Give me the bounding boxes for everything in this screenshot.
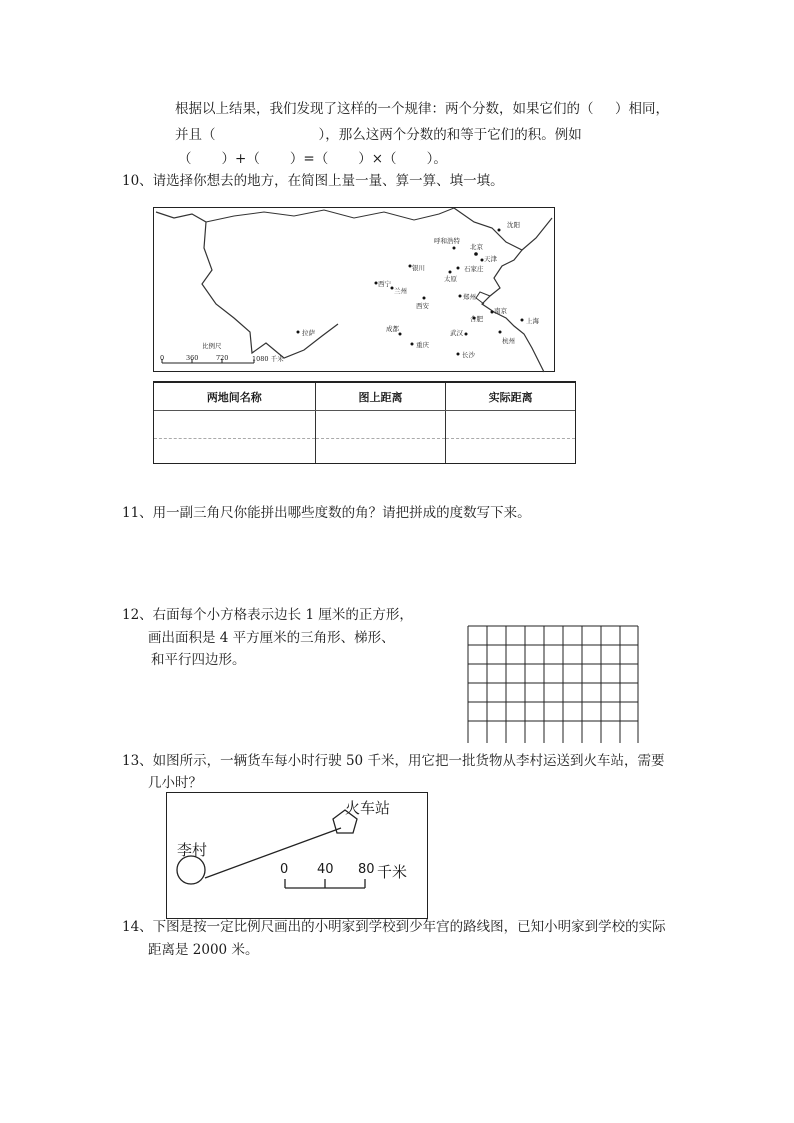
question-11-text: 11、用一副三角尺你能拼出哪些度数的角？请把拼成的度数写下来。	[122, 505, 531, 521]
city-label: 兰州	[394, 287, 407, 295]
city-label: 合肥	[470, 315, 483, 323]
city-label: 西安	[416, 302, 429, 310]
city-label: 银川	[412, 264, 425, 272]
village-label: 李村	[177, 841, 208, 859]
map-scale-label: 比例尺	[202, 342, 222, 350]
city-label: 拉萨	[302, 329, 315, 337]
question-14-line-2: 距离是 2000 米。	[148, 942, 259, 958]
city-label: 成都	[386, 325, 399, 333]
table-header-place-names: 两地间名称	[154, 383, 315, 411]
city-label: 太原	[444, 275, 457, 283]
rule-example-line: （ ）+（ ）=（ ）×（ ）。	[178, 151, 447, 167]
distance-table	[153, 381, 576, 464]
table-cell[interactable]	[446, 411, 575, 439]
station-label: 火车站	[345, 799, 391, 817]
square-grid[interactable]	[467, 625, 639, 747]
question-12-line-2: 画出面积是 4 平方厘米的三角形、梯形、	[148, 630, 395, 646]
map-scale-tick: 360	[186, 354, 199, 362]
city-label: 郑州	[463, 293, 476, 301]
grid-lines	[467, 625, 639, 743]
city-label: 北京	[470, 243, 483, 251]
question-12-line-1: 12、右面每个小方格表示边长 1 厘米的正方形，	[122, 607, 413, 623]
china-map	[153, 207, 555, 372]
city-label: 南京	[494, 307, 507, 315]
city-label: 杭州	[502, 337, 515, 345]
city-label: 上海	[526, 317, 539, 325]
table-cell[interactable]	[315, 439, 446, 464]
question-13-line-1: 13、如图所示，一辆货车每小时行驶 50 千米，用它把一批货物从李村运送到火车站，需要	[122, 753, 665, 769]
city-label: 武汉	[450, 329, 463, 337]
rule-sentence-line-1: 根据以上结果，我们发现了这样的一个规律：两个分数，如果它们的（ ）相同，	[175, 101, 669, 117]
city-label: 呼和浩特	[434, 237, 460, 245]
question-10-text: 10、请选择你想去的地方，在简图上量一量、算一算、填一填。	[122, 173, 504, 189]
scale-unit: 千米	[377, 863, 408, 881]
question-14-line-1: 14、下图是按一定比例尺画出的小明家到学校到少年宫的路线图，已知小明家到学校的实际	[122, 919, 666, 935]
question-13-line-2: 几小时？	[148, 775, 202, 791]
table-cell[interactable]	[154, 411, 315, 439]
table-header-actual-distance: 实际距离	[446, 383, 575, 411]
city-label: 西宁	[378, 280, 391, 288]
city-label: 沈阳	[507, 221, 520, 229]
scale-tick: 40	[317, 862, 334, 877]
village-circle	[177, 856, 205, 884]
table-cell[interactable]	[315, 411, 446, 439]
question-12-line-3: 和平行四边形。	[151, 652, 246, 668]
table-cell[interactable]	[446, 439, 575, 464]
scale-tick: 80	[358, 862, 375, 877]
map-scale-tick: 720	[216, 354, 229, 362]
map-scale-tick: 1080 千米	[252, 355, 284, 363]
city-label: 长沙	[462, 351, 475, 359]
table-header-map-distance: 图上距离	[315, 383, 446, 411]
city-label: 石家庄	[464, 265, 484, 273]
rule-sentence-line-2: 并且（ ），那么这两个分数的和等于它们的积。例如	[175, 127, 582, 143]
map-scale-tick: 0	[160, 354, 165, 362]
city-label: 重庆	[416, 341, 429, 349]
route-figure	[166, 792, 428, 919]
city-label: 天津	[484, 255, 497, 263]
table-cell[interactable]	[154, 439, 315, 464]
scale-tick: 0	[280, 862, 289, 877]
